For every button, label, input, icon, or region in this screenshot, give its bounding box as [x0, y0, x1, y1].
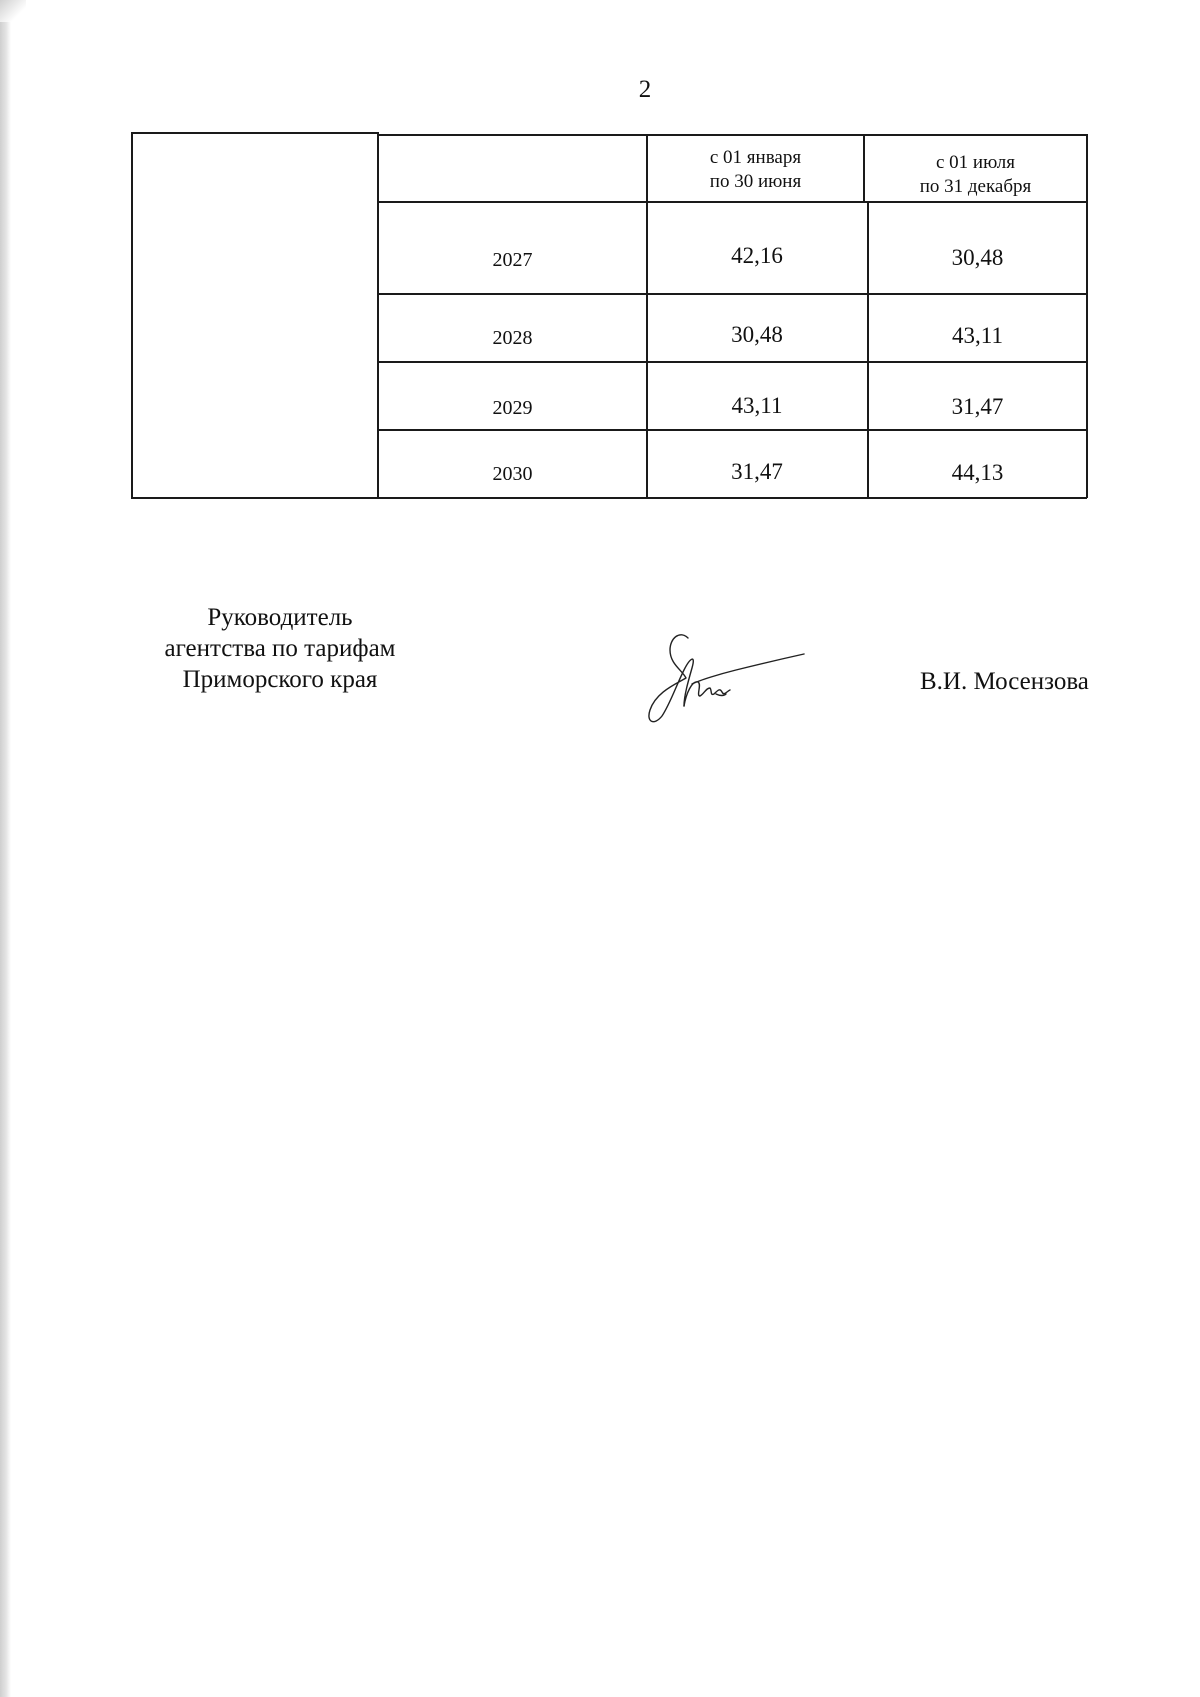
header-period-2-line1: с 01 июля — [935, 152, 1016, 173]
table-cell-value: 31,47 — [731, 459, 783, 484]
table-cell-value: 42,16 — [731, 243, 783, 268]
header-border-top — [378, 134, 1087, 136]
table-cell-year: 2027 — [492, 249, 533, 271]
header-period-2-line2: по 31 декабря — [919, 176, 1032, 197]
table-cell-value: 44,13 — [951, 460, 1004, 485]
table-border-left — [131, 132, 133, 498]
table-cell-year: 2029 — [492, 397, 533, 419]
signatory-title-line1: Руководитель — [207, 604, 353, 631]
row-separator-1 — [378, 293, 1087, 295]
table-cell-value: 43,11 — [731, 393, 783, 418]
row-separator-header — [378, 201, 1087, 203]
signatory-title — [140, 602, 420, 695]
signer-name: В.И. Мосензова — [920, 668, 1089, 695]
table-cell-value: 30,48 — [951, 245, 1004, 270]
header-period-1-line2: по 30 июня — [709, 171, 802, 192]
table-cell-year: 2030 — [492, 463, 533, 485]
header-period-1-line1: с 01 января — [709, 147, 802, 168]
page-number: 2 — [638, 76, 652, 103]
table-cell-value: 43,11 — [952, 323, 1003, 348]
header-period-2 — [865, 151, 1086, 199]
header-period-1 — [648, 146, 863, 194]
table-border-right — [1086, 134, 1088, 498]
row-separator-3 — [378, 429, 1087, 431]
handwritten-signature — [640, 630, 810, 730]
table-border-top — [131, 132, 378, 134]
signatory-title-line3: Приморского края — [182, 666, 378, 693]
table-cell-value: 30,48 — [731, 322, 783, 347]
table-border-bottom — [131, 497, 1087, 499]
signatory-title-line2: агентства по тарифам — [164, 635, 396, 662]
table-cell-year: 2028 — [492, 327, 533, 349]
tariff-table — [0, 0, 1200, 520]
table-col-divider-1 — [377, 132, 379, 498]
table-cell-value: 31,47 — [951, 394, 1004, 419]
row-separator-2 — [378, 361, 1087, 363]
